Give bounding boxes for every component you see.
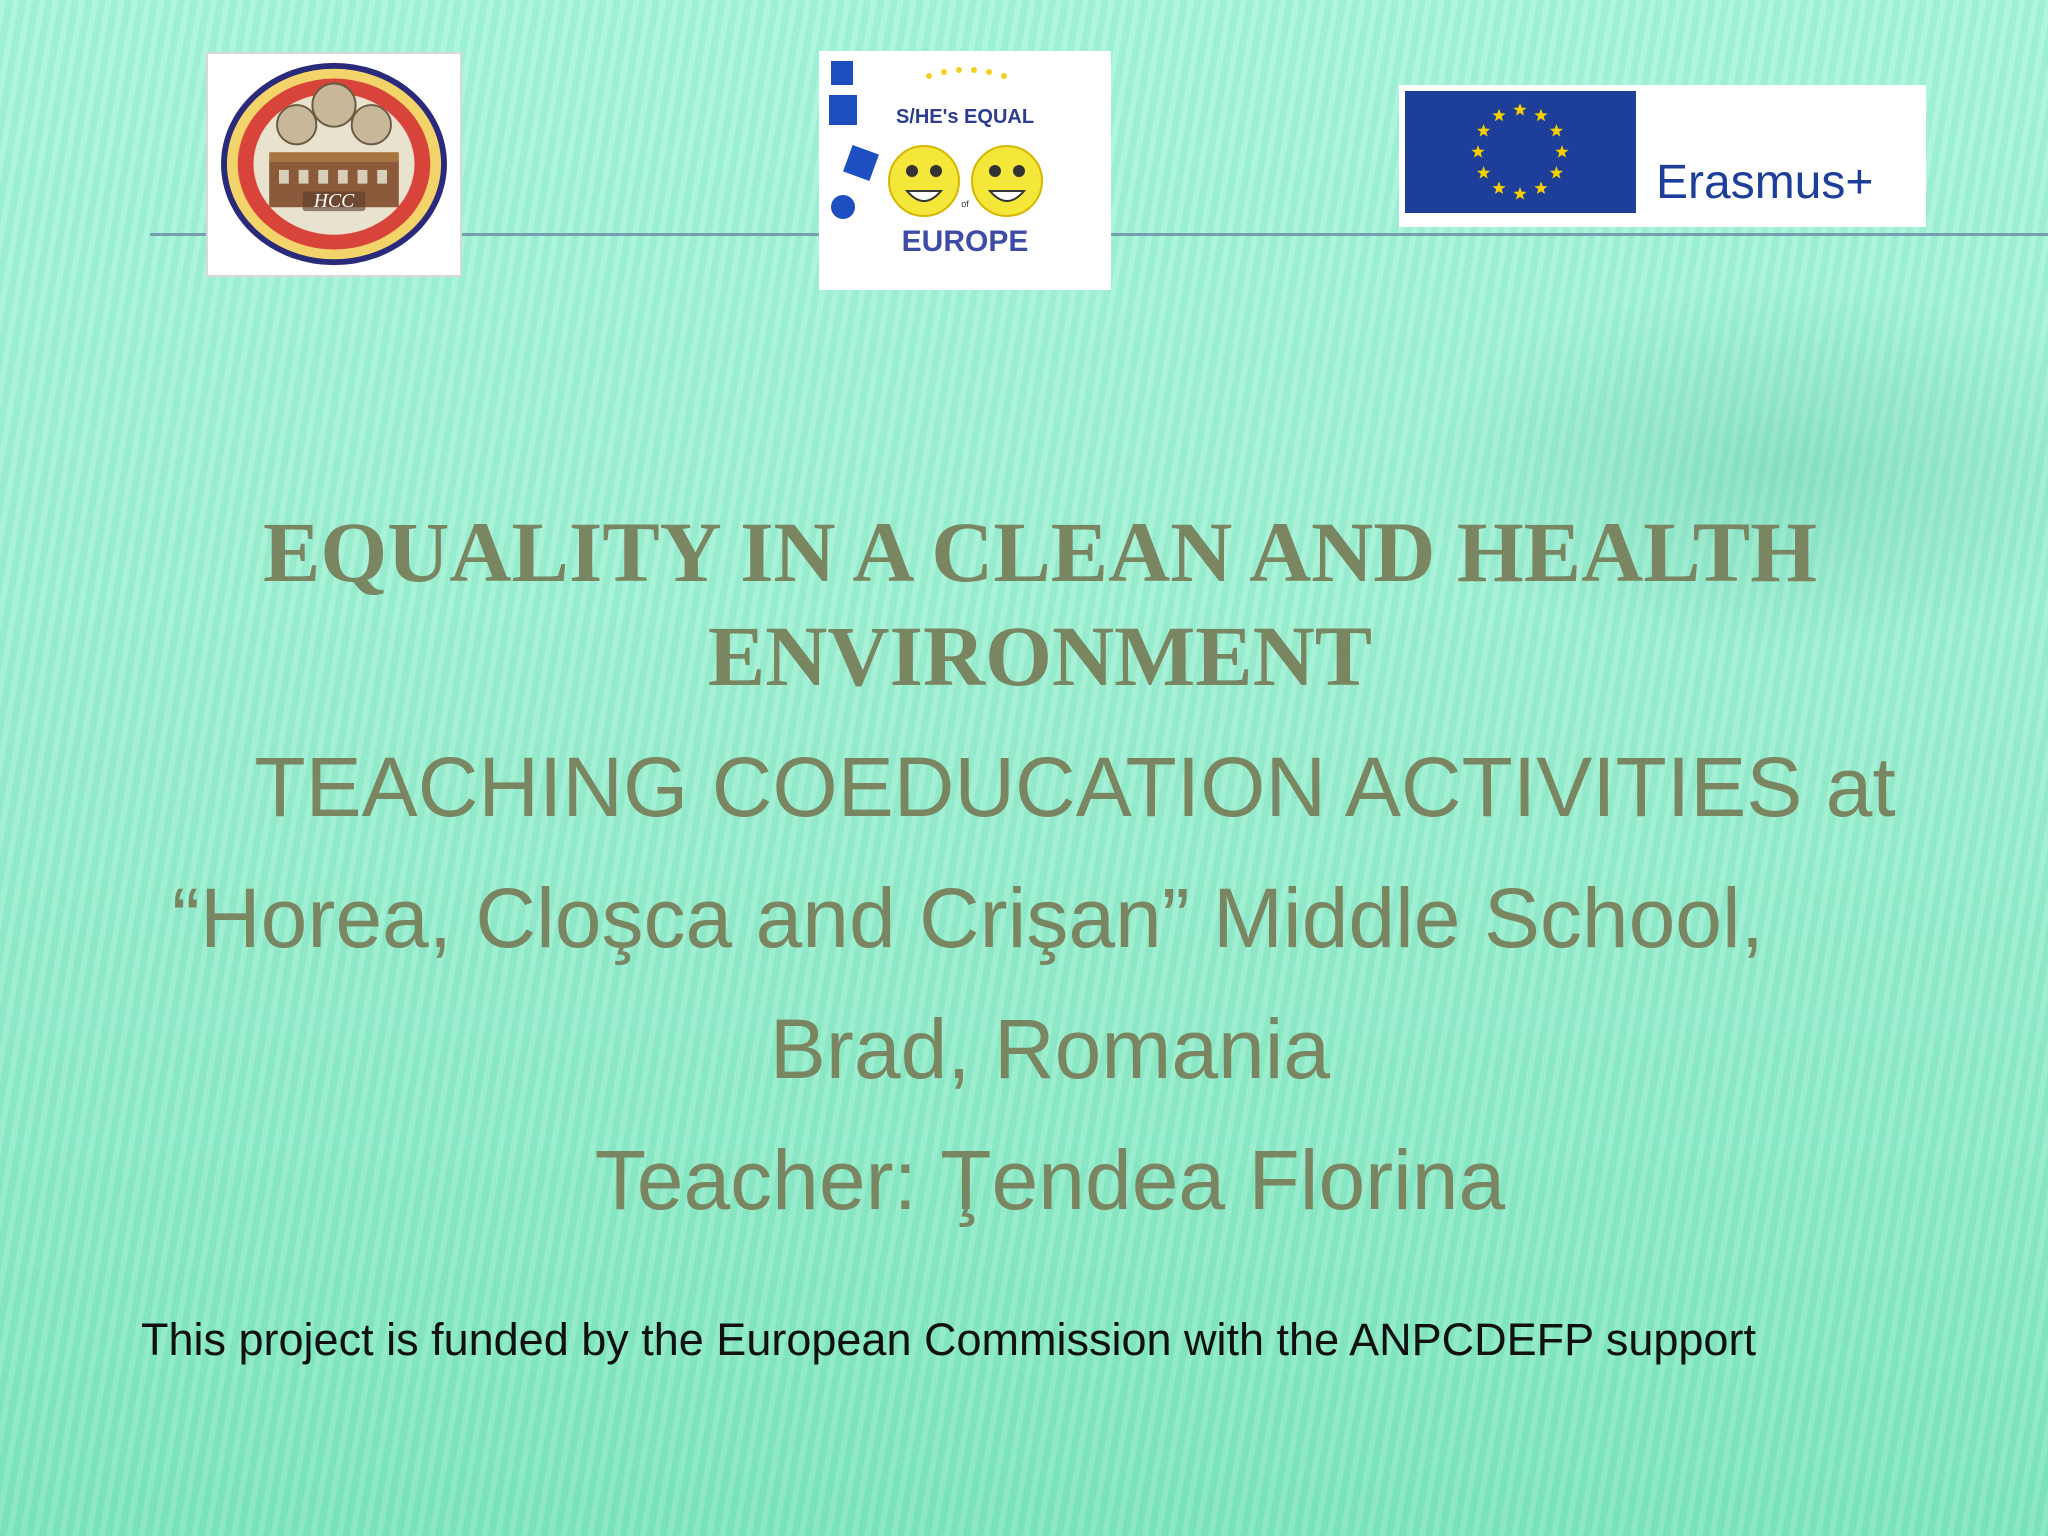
erasmus-logo — [1399, 85, 1926, 227]
svg-text:S/HE's EQUAL: S/HE's EQUAL — [895, 106, 1035, 128]
svg-text:EUROPE: EUROPE — [901, 225, 1029, 258]
she-equal-europe-logo-icon — [819, 51, 1111, 290]
school-logo — [206, 52, 462, 277]
title-line-1: EQUALITY IN A CLEAN AND HEALTH — [263, 504, 1817, 600]
svg-text:Erasmus+: Erasmus+ — [1656, 156, 1874, 209]
funding-notice: This project is funded by the European Commission with the ANPCDEFP support — [141, 1314, 1756, 1365]
subtitle-activities: TEACHING COEDUCATION ACTIVITIES at — [254, 740, 1896, 834]
she-equal-europe-logo — [819, 51, 1111, 290]
svg-text:of: of — [961, 199, 969, 209]
eu-flag-icon — [1405, 91, 1636, 213]
subtitle-school-name: “Horea, Cloşca and Crişan” Middle School, — [172, 871, 1765, 965]
svg-text:HCC: HCC — [313, 190, 355, 213]
subtitle-location: Brad, Romania — [769, 1002, 1331, 1096]
school-emblem-icon — [208, 54, 460, 275]
subtitle-teacher: Teacher: Ţendea Florina — [594, 1133, 1506, 1227]
title-line-2: ENVIRONMENT — [707, 608, 1373, 704]
slide-title — [140, 500, 1940, 708]
